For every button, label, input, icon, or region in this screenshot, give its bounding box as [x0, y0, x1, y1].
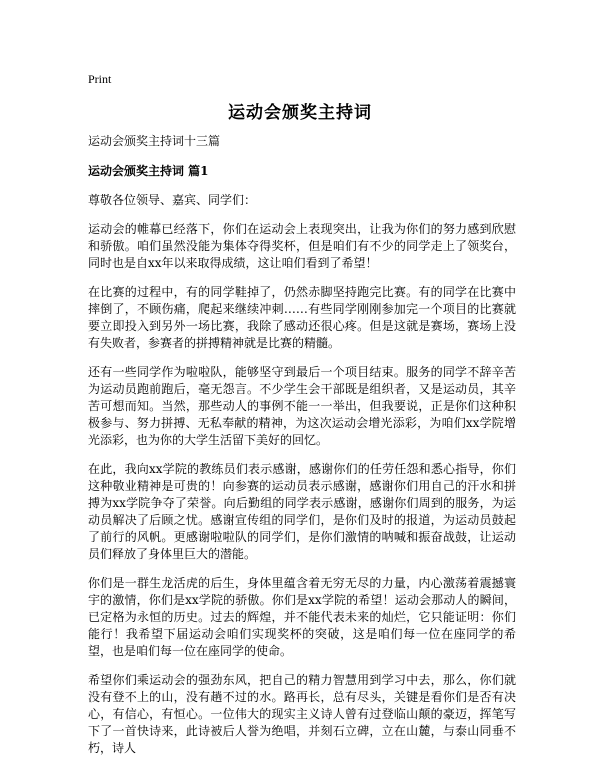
paragraph-3: 还有一些同学作为啦啦队，能够坚守到最后一个项目结束。服务的同学不辞辛苦为运动员跑前跑后，毫无怨言。不少学生会干部既是组织者，又是运动员，其辛苦可想而知。当然，那些动人的事例不能一一举出，但我要说，正是你们这种积极参与、努力拼搏、无私奉献的精神，为这次运动会增光添彩，为咱们xx学院增光添彩，也为你的大学生活留下美好的回忆。 [88, 365, 516, 447]
paragraph-5: 你们是一群生龙活虎的后生，身体里蕴含着无穷无尽的力量，内心激荡着震撼寰宇的激情，你们是xx学院的骄傲。你们是xx学院的希望！运动会那动人的瞬间，已定格为永恒的历史。过去的辉煌，并不能代表未来的灿烂，它只能证明：你们能行！我希望下届运动会咱们实现奖杯的突破，这是咱们每一位在座同学的希望，也是咱们每一位在座同学的使命。 [88, 576, 516, 658]
document-subtitle: 运动会颁奖主持词十三篇 [88, 134, 221, 148]
print-link[interactable]: Print [88, 72, 112, 86]
salutation: 尊敬各位领导、嘉宾、同学们： [88, 193, 257, 207]
document-body [88, 133, 516, 769]
section-heading: 运动会颁奖主持词 篇1 [88, 164, 209, 178]
paragraph-1: 运动会的帷幕已经落下，你们在运动会上表现突出，让我为你们的努力感到欣慰和骄傲。咱们虽然没能为集体夺得奖杯，但是咱们有不少的同学走上了领奖台，同时也是自xx年以来取得成绩，这让咱们看到了希望！ [88, 222, 516, 270]
paragraph-4: 在此，我向xx学院的教练员们表示感谢，感谢你们的任劳任怨和悉心指导，你们这种敬业精神是可贵的！向参赛的运动员表示感谢，感谢你们用自己的汗水和拼搏为xx学院争夺了荣誉。向后勤组的同学表示感谢，感谢你们周到的服务，为运动员解决了后顾之忧。感谢宣传组的同学们，是你们及时的报道，为运动员鼓起了前行的风帆。更感谢啦啦队的同学们，是你们激情的呐喊和振奋战鼓，让运动员们释放了身体里巨大的潜能。 [88, 462, 516, 561]
paragraph-6: 希望你们乘运动会的强劲东风，把自己的精力智慧用到学习中去，那么，你们就没有登不上的山，没有趟不过的水。路再长，总有尽头，关键是看你们是否有决心，有信心，有恒心。一位伟大的现实主义诗人曾有过登临山颠的豪迈，挥笔写下了一首快诗来，此诗被后人誉为绝唱，并刻石立碑，立在山麓，与泰山同垂不朽，诗人 [88, 673, 516, 755]
paragraph-2: 在比赛的过程中，有的同学鞋掉了，仍然赤脚坚持跑完比赛。有的同学在比赛中摔倒了，不顾伤痛，爬起来继续冲刺……有些同学刚刚参加完一个项目的比赛就要立即投入到另外一场比赛，我除了感动还很心疼。但是这就是赛场，赛场上没有失败者，参赛者的拼搏精神就是比赛的精髓。 [88, 285, 516, 350]
page-title: 运动会颁奖主持词 [228, 103, 372, 123]
